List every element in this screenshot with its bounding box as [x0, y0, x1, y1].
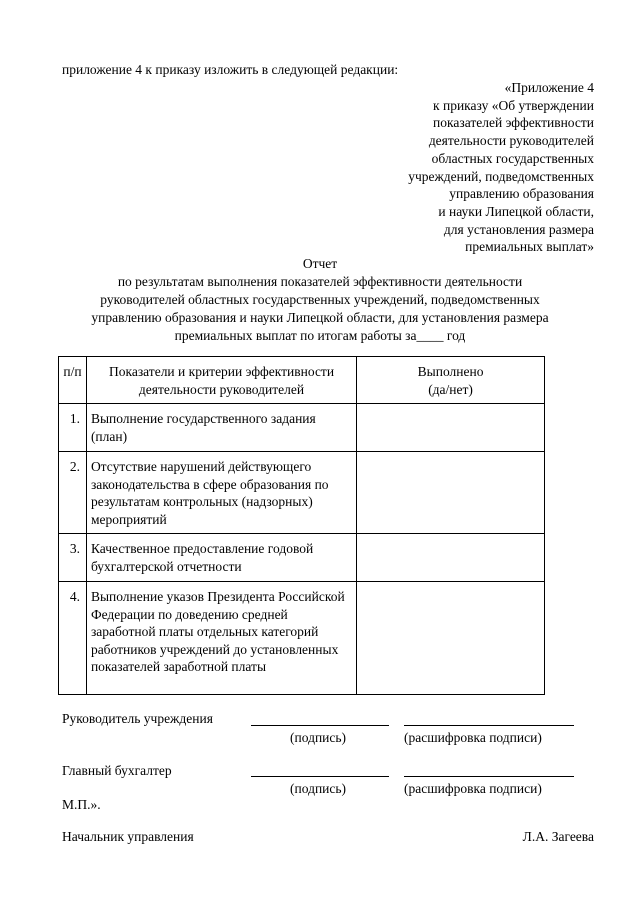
- header-indicator: Показатели и критерии эффективности деятельности руководителей: [86, 357, 356, 404]
- appendix-line: областных государственных: [431, 150, 594, 166]
- accountant-signature-line[interactable]: [251, 776, 389, 777]
- appendix-line: к приказу «Об утверждении: [433, 97, 594, 113]
- row-indicator: Качественное предоставление годовой бухгалтерской отчетности: [86, 534, 356, 582]
- appendix-line: управлению образования: [449, 186, 594, 202]
- title-line: руководителей областных государственных учреждений, подведомственных: [100, 292, 540, 307]
- appendix-line: «Приложение 4: [504, 80, 594, 95]
- accountant-signature-caption: (подпись): [290, 781, 347, 796]
- row-number: 4.: [59, 582, 87, 695]
- accountant-transcript-line[interactable]: [404, 776, 574, 777]
- table-row: [59, 452, 545, 534]
- appendix-line: для установления размера: [443, 221, 594, 237]
- header-completed: Выполнено (да/нет): [357, 357, 545, 404]
- appendix-line: показателей эффективности: [433, 115, 594, 131]
- row-completed-cell[interactable]: [357, 582, 545, 695]
- head-label: Руководитель учреждения: [62, 711, 213, 726]
- head-signature-line[interactable]: [251, 725, 389, 726]
- appendix-line: деятельности руководителей: [428, 133, 594, 149]
- chief-label: Начальник управления: [62, 829, 194, 844]
- title-line: по результатам выполнения показателей эффективности деятельности: [117, 274, 523, 289]
- row-number: 2.: [59, 452, 87, 534]
- table-row: [59, 534, 545, 582]
- row-indicator: Отсутствие нарушений действующего законодательства в сфере образования по результатам контрольных (надзорных) мероприятий: [86, 452, 356, 534]
- row-indicator: Выполнение государственного задания (план): [86, 404, 356, 452]
- title-line: Отчет: [302, 256, 338, 271]
- accountant-label: Главный бухгалтер: [62, 763, 172, 778]
- head-signature-caption: (подпись): [290, 730, 347, 745]
- row-completed-cell[interactable]: [357, 534, 545, 582]
- accountant-transcript-caption: (расшифровка подписи): [404, 781, 542, 796]
- head-transcript-caption: (расшифровка подписи): [404, 730, 542, 745]
- table-header-row: [59, 357, 545, 404]
- appendix-line: и науки Липецкой области,: [438, 203, 594, 219]
- row-indicator: Выполнение указов Президента Российской Федерации по доведению средней заработной платы отдельных категорий работников учреждений до установленных показателей заработной платы: [86, 582, 356, 695]
- head-transcript-line[interactable]: [404, 725, 574, 726]
- table-row: [59, 582, 545, 695]
- title-line: управлению образования и науки Липецкой области, для установления размера: [91, 310, 549, 325]
- row-completed-cell[interactable]: [357, 404, 545, 452]
- row-number: 3.: [59, 534, 87, 582]
- row-number: 1.: [59, 404, 87, 452]
- stamp-label: М.П.».: [62, 797, 101, 812]
- indicators-table: [58, 356, 545, 695]
- header-num: п/п: [59, 357, 87, 404]
- appendix-line: премиальных выплат»: [465, 239, 594, 255]
- report-title: [0, 255, 640, 345]
- row-completed-cell[interactable]: [357, 452, 545, 534]
- table-row: [59, 404, 545, 452]
- intro-text: приложение 4 к приказу изложить в следующей редакции:: [62, 62, 399, 77]
- appendix-line: учреждений, подведомственных: [408, 168, 594, 184]
- title-line: премиальных выплат по итогам работы за____ год: [174, 328, 466, 343]
- chief-name: Л.А. Загеева: [522, 829, 594, 844]
- appendix-header: [408, 79, 594, 256]
